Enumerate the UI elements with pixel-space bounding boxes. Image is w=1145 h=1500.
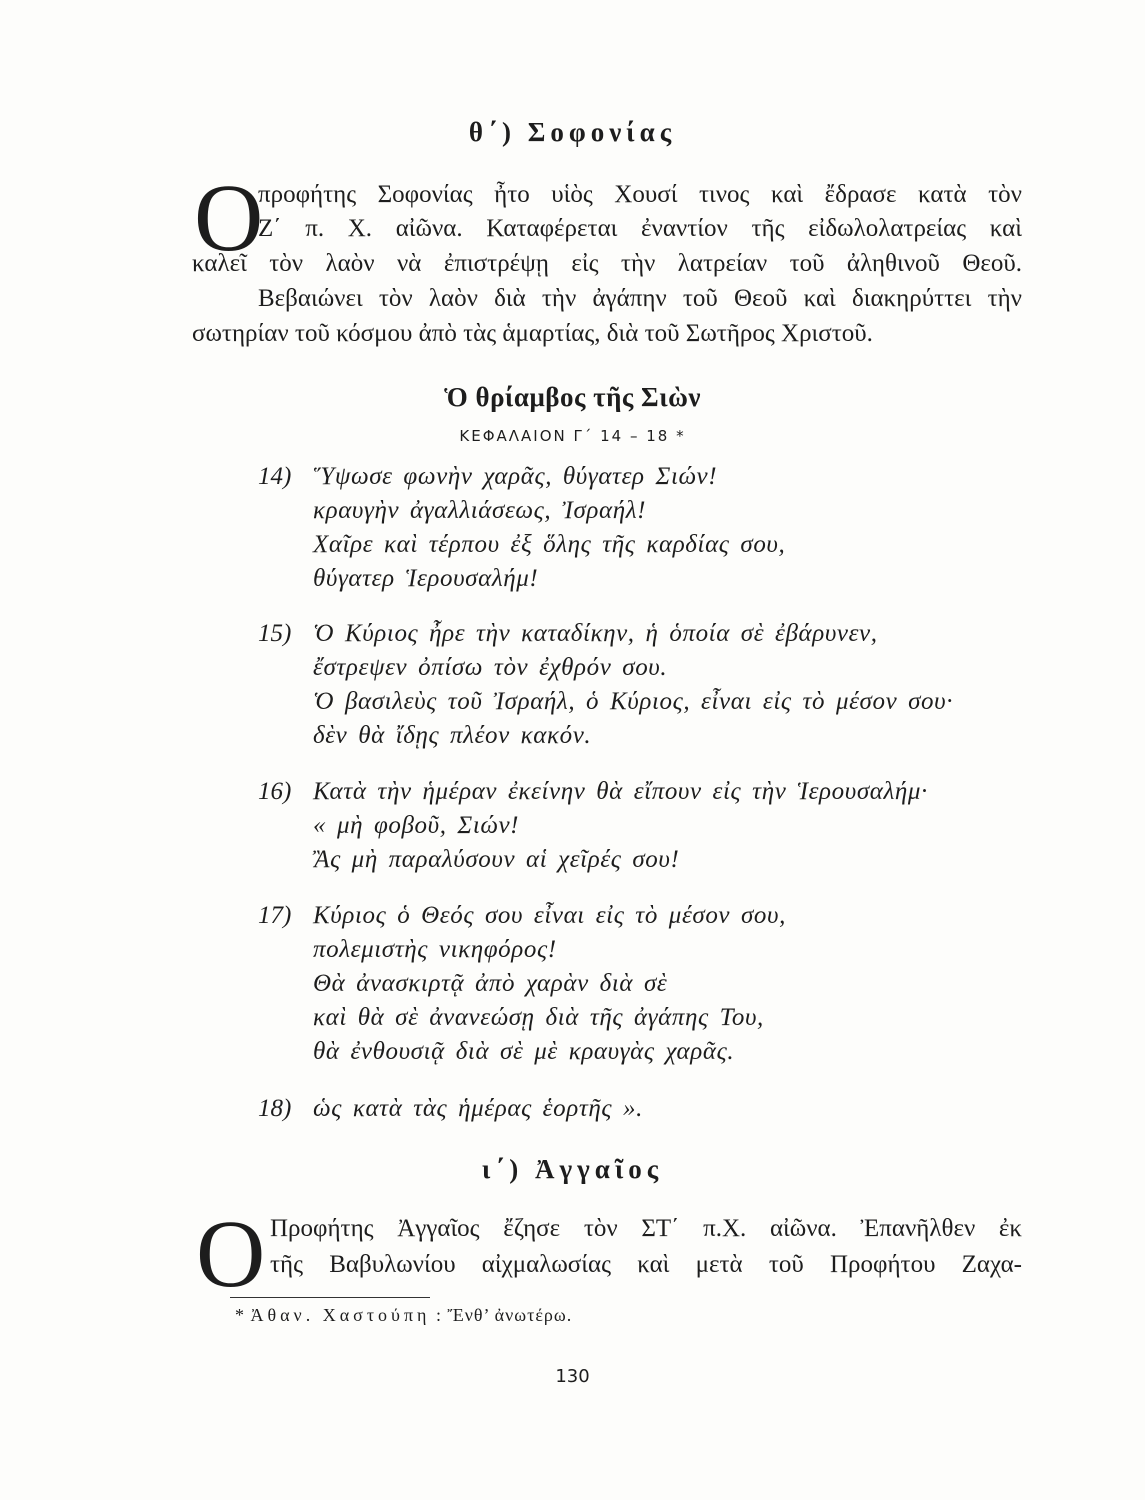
verse-line: Ὁ Κύριος ἦρε τὴν καταδίκην, ἡ ὁποία σὲ ἐβάρυνεν, <box>313 620 878 647</box>
page-number: 130 <box>555 1366 590 1387</box>
verse-number: 14) <box>258 463 292 490</box>
text-line: προφήτης Σοφονίας ἦτο υἱὸς Χουσί τινος καὶ ἔδρασε κατὰ τὸν <box>258 181 1022 208</box>
verse-number: 16) <box>258 778 292 805</box>
section-heading-aggaios: ι΄) Ἀγγαῖος <box>481 1154 664 1184</box>
verse-line: Θὰ ἀνασκιρτᾷ ἀπὸ χαρὰν διὰ σὲ <box>313 970 668 997</box>
text-line: τῆς Βαβυλωνίου αἰχμαλωσίας καὶ μετὰ τοῦ Προφήτου Ζαχα- <box>270 1251 1022 1278</box>
verse-line: κραυγὴν ἀγαλλιάσεως, Ἰσραήλ! <box>313 497 647 524</box>
text-line: καλεῖ τὸν λαὸν νὰ ἐπιστρέψῃ εἰς τὴν λατρείαν τοῦ ἀληθινοῦ Θεοῦ. <box>192 250 1022 277</box>
verse-line: Κύριος ὁ Θεός σου εἶναι εἰς τὸ μέσον σου, <box>313 902 786 929</box>
verse-line: θὰ ἐνθουσιᾷ διὰ σὲ μὲ κραυγὰς χαρᾶς. <box>313 1038 735 1065</box>
chapter-reference: ΚΕΦΑΛΑΙΟΝ Γ΄ 14 – 18 * <box>459 427 686 445</box>
passage-title: Ὁ θρίαμβος τῆς Σιὼν <box>444 382 701 412</box>
verse-line: πολεμιστὴς νικηφόρος! <box>313 936 557 963</box>
text-line: Προφήτης Ἀγγαῖος ἔζησε τὸν ΣΤ΄ π.Χ. αἰῶνα. Ἐπανῆλθεν ἐκ <box>270 1215 1022 1242</box>
verse-line: Ὁ βασιλεὺς τοῦ Ἰσραήλ, ὁ Κύριος, εἶναι εἰς τὸ μέσον σου· <box>313 688 954 715</box>
verse-line: θύγατερ Ἱερουσαλήμ! <box>313 565 539 592</box>
verse-line: Χαῖρε καὶ τέρπου ἐξ ὅλης τῆς καρδίας σου, <box>313 531 786 558</box>
footnote-text: : Ἔνθ’ ἀνωτέρω. <box>435 1305 573 1325</box>
section-heading-sofonias: θ΄) Σοφονίας <box>468 117 677 147</box>
verse-line: ἔστρεψεν ὀπίσω τὸν ἐχθρόν σου. <box>313 654 668 681</box>
footnote <box>235 1305 572 1326</box>
dropcap-sofonias: Ο <box>194 164 264 271</box>
verse-line: δὲν θὰ ἴδῃς πλέον κακόν. <box>313 722 592 749</box>
text-line: σωτηρίαν τοῦ κόσμου ἀπὸ τὰς ἁμαρτίας, διὰ τοῦ Σωτῆρος Χριστοῦ. <box>192 320 873 347</box>
verse-line: Κατὰ τὴν ἡμέραν ἐκείνην θὰ εἴπουν εἰς τὴν Ἱερουσαλήμ· <box>313 778 928 805</box>
verse-line: Ὕψωσε φωνὴν χαρᾶς, θύγατερ Σιών! <box>313 463 718 490</box>
footnote-rule <box>230 1297 430 1298</box>
verse-line: Ἂς μὴ παραλύσουν αἱ χεῖρές σου! <box>313 846 680 873</box>
footnote-author: Ἀθαν. Χαστούπη <box>250 1305 431 1325</box>
verse-line: καὶ θὰ σὲ ἀνανεώσῃ διὰ τῆς ἀγάπης Του, <box>313 1004 764 1031</box>
verse-line: ὡς κατὰ τὰς ἡμέρας ἑορτῆς ». <box>313 1095 643 1122</box>
dropcap-aggaios: Ο <box>196 1200 266 1307</box>
verse-line: « μὴ φοβοῦ, Σιών! <box>313 812 520 839</box>
verse-number: 18) <box>258 1095 292 1122</box>
verse-number: 17) <box>258 902 292 929</box>
verse-number: 15) <box>258 620 292 647</box>
footnote-marker: * <box>235 1305 245 1325</box>
text-line: Βεβαιώνει τὸν λαὸν διὰ τὴν ἀγάπην τοῦ Θεοῦ καὶ διακηρύττει τὴν <box>258 285 1022 312</box>
text-line: Ζ΄ π. Χ. αἰῶνα. Καταφέρεται ἐναντίον τῆς εἰδωλολατρείας καὶ <box>258 215 1022 242</box>
